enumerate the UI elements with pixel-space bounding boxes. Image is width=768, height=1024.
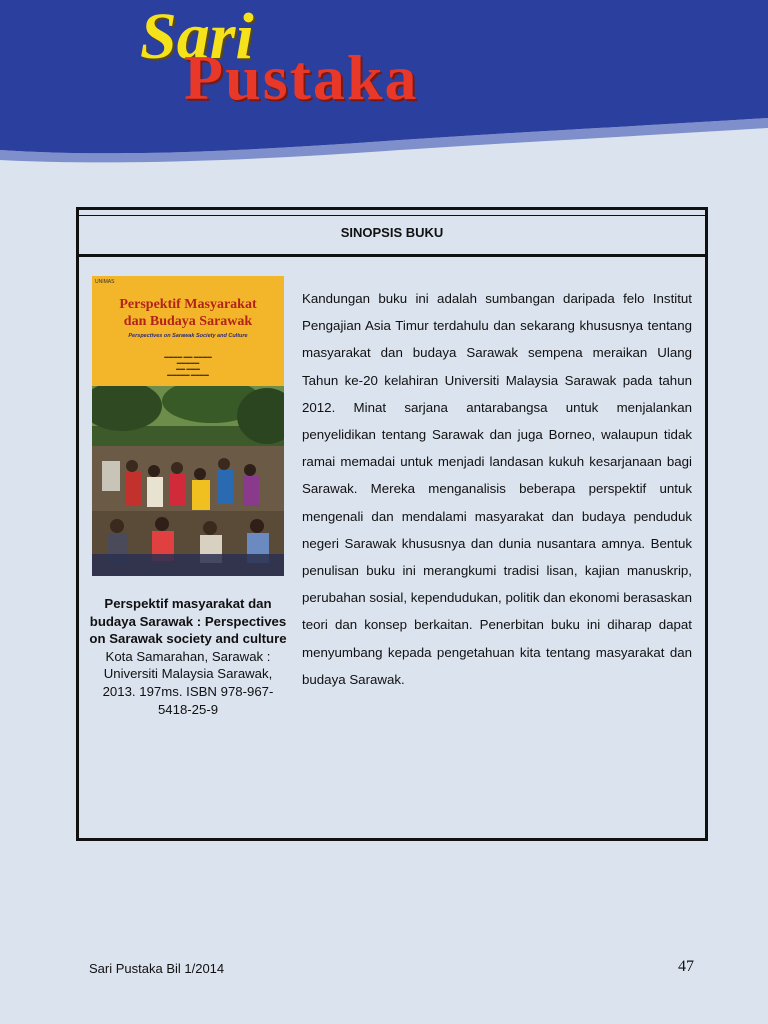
cover-title-line2: dan Budaya Sarawak	[123, 314, 253, 329]
frame-header: SINOPSIS BUKU	[79, 210, 705, 257]
cover-photo	[92, 386, 284, 576]
cover-tag: UNIMAS	[95, 279, 115, 285]
book-title: Perspektif masyarakat dan budaya Sarawak : Perspectives on Sarawak society and culture	[89, 596, 287, 647]
footer-issue: Sari Pustaka Bil 1/2014	[89, 961, 225, 976]
masthead	[0, 0, 768, 170]
logo-sari: Sari	[140, 0, 254, 73]
cover-subtitle: Perspectives on Sarawak Society and Culture	[128, 333, 248, 339]
market-scene-image	[92, 386, 284, 576]
cover-title	[92, 296, 284, 330]
cover-editors: ▬▬▬▬ ▬▬ ▬▬▬▬ ▬▬▬▬▬ ▬▬ ▬▬▬ ▬▬▬▬▬ ▬▬▬▬	[164, 354, 212, 377]
book-cover	[92, 276, 284, 576]
synopsis-frame	[76, 207, 708, 841]
logo-pustaka: Pustaka	[184, 42, 419, 113]
book-caption	[87, 595, 289, 718]
page-number: 47	[678, 958, 694, 975]
synopsis-text: Kandungan buku ini adalah sumbangan daripada felo Institut Pengajian Asia Timur terdahulu dan sekarang khususnya tentang masyarakat dan budaya Sarawak sempena meraikan Ulang Tahun ke-20 kelahiran Universiti Malaysia Sarawak pada tahun 2012. Minat sarjana antarabangsa untuk menjalankan penyelidikan tentang Sarawak dan juga Borneo, walaupun tidak ramai memadai untuk menjadi landasan kukuh kesarjanaan bagi Sarawak. Mereka menganalisis beberapa perspektif untuk mengenali dan mendalami masyarakat dan budaya penduduk negeri Sarawak khususnya dan dunia nusantara amnya. Bentuk penulisan buku ini merangkumi tradisi lisan, kajian manuskrip, perubahan sosial, kependudukan, politik dan ekonomi berasaskan teori dan konsep berkaitan. Penerbitan buku ini diharap dapat menyumbang kepada pengetahuan kita tentang masyarakat dan budaya Sarawak.	[302, 291, 692, 687]
cover-title-line1: Perspektif Masyarakat	[119, 297, 257, 312]
book-details: Kota Samarahan, Sarawak : Universiti Malaysia Sarawak, 2013. 197ms. ISBN 978-967-5418-25-9	[102, 648, 274, 717]
